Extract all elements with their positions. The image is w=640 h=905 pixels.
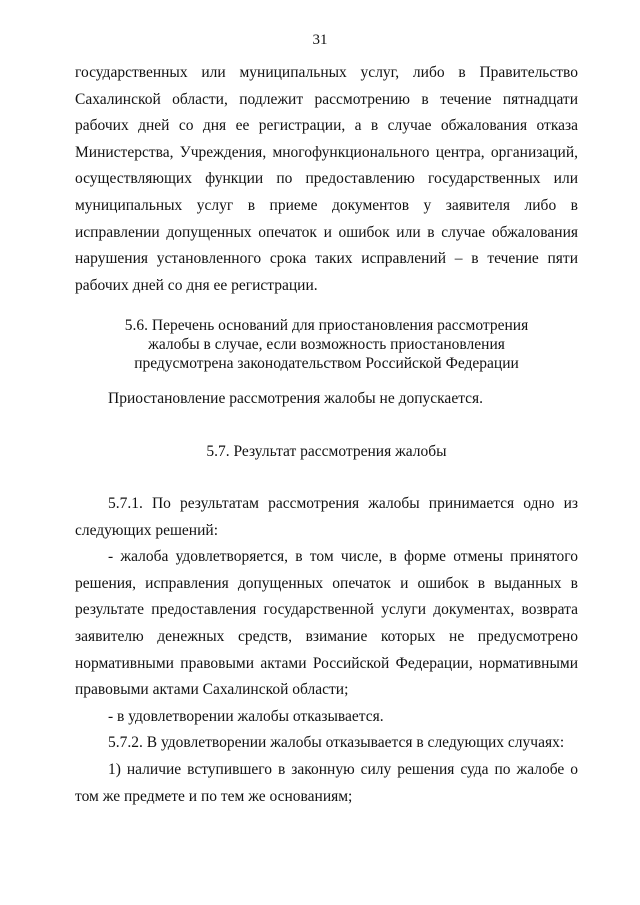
section-5-6-text: Приостановление рассмотрения жалобы не допускается.: [108, 390, 484, 407]
opening-paragraph: государственных или муниципальных услуг, либо в Правительство Сахалинской области, подлежит рассмотрению в течение пятнадцати рабочих дней со дня ее регистрации, а в случае обжалования отказа Министерства, Учреждения, многофункционального центра, организаций, осуществляющих функции по предоставлению государственных или муниципальных услуг в приеме документов у заявителя либо в исправлении допущенных опечаток и ошибок или в случае обжалования нарушения установленного срока таких исправлений – в течение пяти рабочих дней со дня ее регистрации.: [75, 64, 578, 294]
section-5-6-heading-line-2: жалобы в случае, если возможность приостановления: [148, 336, 505, 353]
list-item-satisfied: - жалоба удовлетворяется, в том числе, в форме отмены принятого решения, исправления допущенных опечаток и ошибок в выданных в результате предоставления государственной услуги документах, возврата заявителю денежных средств, взимание которых не предусмотрено нормативными правовыми актами Российской Федерации, нормативными правовыми актами Сахалинской области;: [75, 548, 578, 699]
section-5-7-heading: 5.7. Результат рассмотрения жалобы: [206, 443, 447, 460]
section-5-6-heading: [75, 316, 578, 373]
section-5-7-heading-block: [75, 442, 578, 462]
page-number: 31: [312, 32, 328, 48]
section-5-6-heading-line-3: предусмотрена законодательством Российской Федерации: [134, 355, 519, 372]
paragraph-5-7-1: 5.7.1. По результатам рассмотрения жалобы принимается одно из следующих решений:: [75, 495, 578, 539]
list-item-refused: - в удовлетворении жалобы отказывается.: [108, 707, 384, 725]
section-5-6-body: [75, 388, 578, 410]
opening-paragraph-block: [75, 60, 578, 299]
paragraph-5-7-2: 5.7.2. В удовлетворении жалобы отказывается в следующих случаях:: [108, 734, 565, 752]
list-item-1: 1) наличие вступившего в законную силу решения суда по жалобе о том же предмете и по тем же основаниям;: [75, 760, 578, 805]
section-5-6-heading-line-1: 5.6. Перечень оснований для приостановления рассмотрения: [124, 317, 529, 334]
section-5-7-body: [75, 491, 578, 810]
